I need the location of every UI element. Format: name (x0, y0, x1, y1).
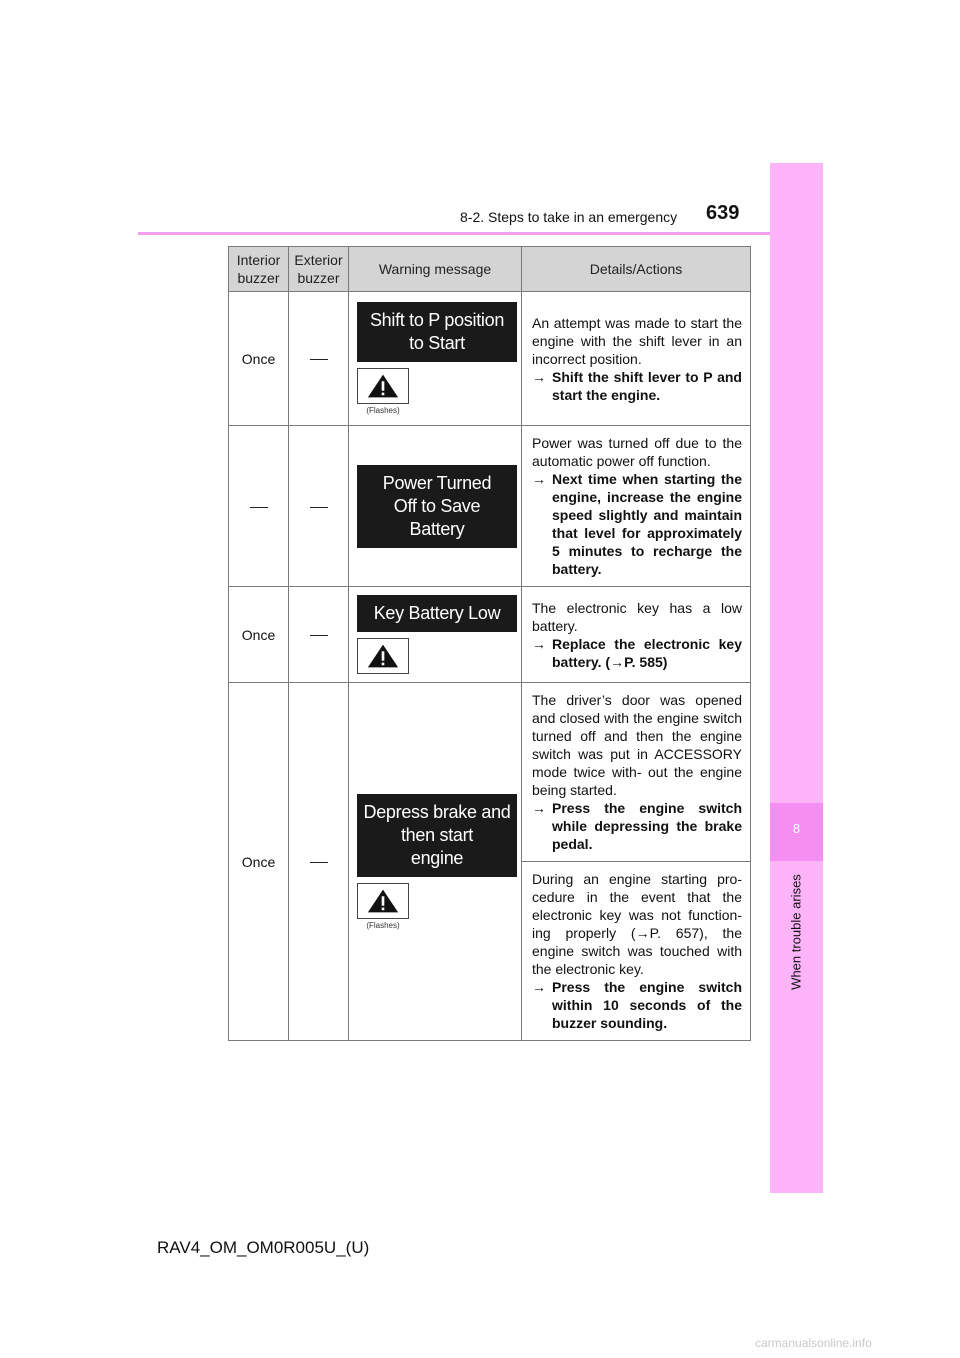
chapter-number: 8 (792, 821, 801, 836)
details-cell: The driver’s door was opened and closed with the engine switch turned off and then the engine switch was put in ACCESSORY mode twice with- out the engine being started. → Press the engine switch while depressing the brake pedal. (522, 683, 751, 862)
action-text: → Press the engine switch within 10 seconds of the buzzer sounding. (532, 979, 742, 1031)
table-row (229, 292, 751, 426)
exterior-buzzer-cell (289, 683, 349, 1041)
warning-triangle-icon (357, 883, 409, 919)
header-interior-buzzer: Interior buzzer (229, 247, 289, 292)
exterior-buzzer-cell (289, 587, 349, 683)
arrow-icon: → (532, 979, 546, 995)
header-warning-message: Warning message (349, 247, 522, 292)
warning-message-display: Shift to P position to Start (357, 302, 517, 362)
table-row (229, 683, 751, 862)
exterior-buzzer-cell (289, 426, 349, 587)
chapter-label: When trouble arises (788, 874, 804, 990)
interior-buzzer-cell: Once (229, 683, 289, 1041)
details-cell: Power was turned off due to the automatic power off function. → Next time when starting the engine, increase the engine speed slightly and maintain that level for approximately 5 minutes to recharge the battery. (522, 426, 751, 587)
document-code: RAV4_OM_OM0R005U_(U) (157, 1238, 370, 1257)
warning-message-display: Depress brake and then start engine (357, 794, 517, 877)
chapter-side-tab (770, 163, 823, 1193)
arrow-icon: → (635, 925, 650, 941)
warning-message-cell (349, 683, 522, 1041)
dash-mark (310, 359, 328, 360)
watermark-text: carmanualsonline.info (755, 1336, 872, 1350)
warning-triangle-icon (357, 638, 409, 674)
flashes-note: (Flashes) (366, 406, 400, 415)
warning-table (228, 246, 751, 1041)
warning-message-display: Power Turned Off to Save Battery (357, 465, 517, 548)
arrow-icon: → (610, 653, 625, 670)
dash-mark (310, 862, 328, 863)
arrow-icon: → (532, 800, 546, 816)
chapter-number-box (770, 803, 823, 861)
table-row (229, 587, 751, 683)
table-row (229, 426, 751, 587)
interior-buzzer-cell: Once (229, 292, 289, 426)
section-title: 8-2. Steps to take in an emergency (460, 209, 678, 225)
header-details-actions: Details/Actions (522, 247, 751, 292)
action-text: → Next time when starting the engine, increase the engine speed slightly and maintain that level for approximately 5 minutes to recharge the battery. (532, 471, 742, 577)
warning-message-cell (349, 292, 522, 426)
warning-message-display: Key Battery Low (357, 595, 517, 632)
warning-message-cell (349, 426, 522, 587)
dash-mark (310, 635, 328, 636)
action-text: → Shift the shift lever to P and start the engine. (532, 368, 742, 403)
arrow-icon: → (532, 471, 546, 487)
action-text: → Press the engine switch while depressing the brake pedal. (532, 800, 742, 852)
header-rule (138, 232, 822, 235)
details-cell: The electronic key has a low battery. → Replace the electronic key battery. (→P. 585) (522, 587, 751, 683)
dash-mark (250, 507, 268, 508)
details-cell: An attempt was made to start the engine with the shift lever in an incorrect position. → Shift the shift lever to P and start the engine. (522, 292, 751, 426)
warning-triangle-icon (357, 368, 409, 404)
details-cell: During an engine starting pro- cedure in the event that the electronic key was not function- ing properly (→P. 657), the engine switch was touched with the electronic key. → Press the engine switch within 10 seconds of the buzzer sounding. (522, 862, 751, 1041)
warning-message-cell (349, 587, 522, 683)
interior-buzzer-cell: Once (229, 587, 289, 683)
arrow-icon: → (532, 635, 546, 652)
header-exterior-buzzer: Exterior buzzer (289, 247, 349, 292)
table-header-row (229, 247, 751, 292)
arrow-icon: → (532, 368, 546, 385)
dash-mark (310, 507, 328, 508)
exterior-buzzer-cell (289, 292, 349, 426)
action-text: → Replace the electronic key battery. (→P. 585) (532, 635, 742, 670)
page-number: 639 (706, 202, 740, 224)
flashes-note: (Flashes) (366, 920, 400, 930)
interior-buzzer-cell (229, 426, 289, 587)
